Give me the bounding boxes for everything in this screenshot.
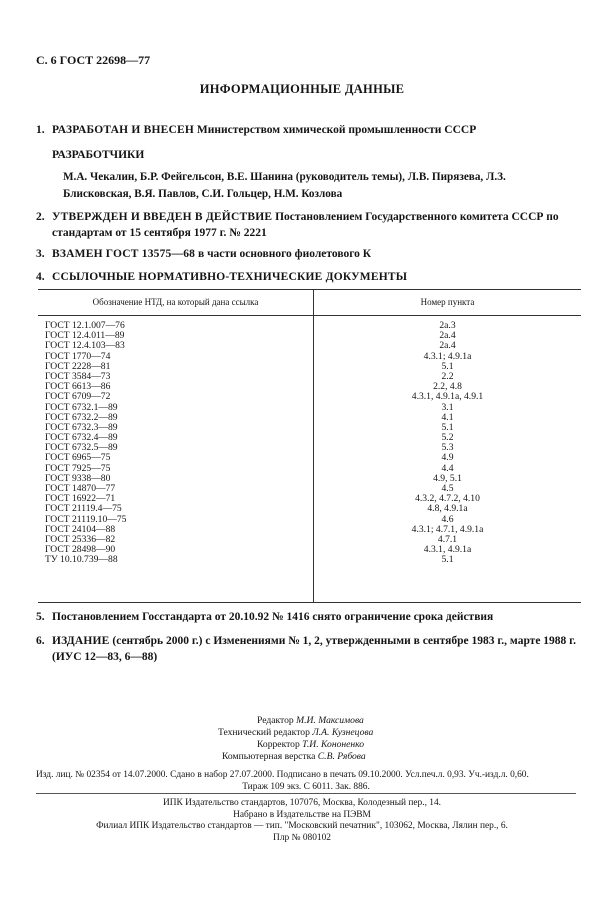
section-6-heading: ИЗДАНИЕ (52, 635, 110, 647)
credit-editor-name: М.И. Максимова (296, 715, 364, 726)
table-cell-document: ГОСТ 24104—88 (45, 523, 116, 535)
table-cell-document: ГОСТ 6732.1—89 (45, 401, 118, 413)
table-cell-document: ГОСТ 6965—75 (45, 452, 111, 464)
table-cell-document: ГОСТ 2228—81 (45, 360, 111, 372)
page-title: ИНФОРМАЦИОННЫЕ ДАННЫЕ (199, 82, 405, 96)
credit-tech-editor (218, 727, 604, 739)
table-cell-document: ГОСТ 6613—86 (45, 381, 111, 393)
table-cell-document: ГОСТ 25336—82 (45, 533, 116, 545)
section-1-text: Министерством химической промышленности СССР (196, 124, 477, 136)
table-cell-clause: 2.2, 4.8 (433, 381, 462, 393)
table-cell-clause: 4.3.1; 4.7.1, 4.9.1а (411, 523, 484, 535)
table-cell-document: ГОСТ 12.1.007—76 (45, 320, 125, 331)
section-3-text: в части основного фиолетового К (197, 248, 372, 260)
table-cell-clause: 5.3 (441, 442, 454, 454)
section-1-heading: РАЗРАБОТАН И ВНЕСЕН (52, 124, 195, 136)
table-cell-document: ГОСТ 6709—72 (45, 391, 111, 403)
publisher-line-1: ИПК Издательство стандартов, 107076, Москва, Колодезный пер., 14. (162, 798, 441, 808)
section-3-heading: ВЗАМЕН ГОСТ 13575—68 (52, 248, 196, 260)
credit-corrector (257, 739, 604, 751)
section-5-text: Постановлением Госстандарта от 20.10.92 № 1416 снято ограничение срока действия (52, 611, 494, 623)
table-row (38, 555, 581, 565)
section-1-number: 1. (36, 124, 45, 136)
developers-names: М.А. Чекалин, Б.Р. Фейгельсон, В.Е. Шанина (руководитель темы), Л.В. Пирязева, Л.З. Блисковская, В.Я. Павлов, С.И. Гольцер, Н.М. Козлова (63, 171, 506, 200)
table-cell-document: ГОСТ 9338—80 (45, 472, 111, 484)
table-cell-document: ГОСТ 12.4.103—83 (45, 340, 125, 352)
section-5-number: 5. (36, 611, 45, 623)
table-row (38, 474, 581, 484)
table-cell-document: ГОСТ 6732.3—89 (45, 421, 118, 433)
table-cell-clause: 4.8, 4.9.1а (427, 503, 468, 515)
publisher-info (0, 798, 604, 844)
table-cell-document: ГОСТ 14870—77 (45, 483, 116, 494)
table-row (38, 403, 581, 413)
imprint-line-2: Тираж 109 экз. С 6011. Зак. 886. (242, 782, 370, 792)
section-2-heading: УТВЕРЖДЕН И ВВЕДЕН В ДЕЙСТВИЕ (52, 211, 273, 223)
table-cell-clause: 4.3.1; 4.9.1а (423, 350, 472, 362)
publisher-line-4: Плр № 080102 (273, 832, 331, 843)
table-header-clause: Номер пункта (420, 297, 475, 307)
table-header-rule (38, 315, 581, 316)
table-row (38, 382, 581, 392)
section-2 (36, 209, 576, 241)
table-cell-document: ГОСТ 6732.5—89 (45, 442, 118, 454)
section-3-number: 3. (36, 248, 45, 260)
table-cell-clause: 4.3.1, 4.9.1а (423, 544, 472, 556)
table-row (38, 362, 581, 372)
credit-corrector-name: Т.И. Кононенко (302, 739, 365, 750)
imprint-rule (36, 793, 576, 794)
section-6-number: 6. (36, 635, 45, 647)
credit-editor (257, 715, 604, 727)
table-row (38, 372, 581, 382)
section-4-number: 4. (36, 271, 45, 283)
section-3 (36, 246, 576, 262)
table-row (38, 545, 581, 555)
credit-layout (222, 751, 604, 763)
table-cell-document: ГОСТ 6732.4—89 (45, 432, 118, 444)
table-cell-clause: 5.2 (441, 432, 454, 444)
page-header: С. 6 ГОСТ 22698—77 (36, 53, 151, 67)
credit-layout-name: С.В. Рябова (317, 751, 366, 762)
table-cell-clause: 4.6 (441, 513, 454, 525)
table-row (38, 433, 581, 443)
table-cell-document: ГОСТ 21119.4—75 (45, 503, 122, 515)
table-cell-document: ГОСТ 7925—75 (45, 462, 111, 474)
table-cell-clause: 4.3.1, 4.9.1а, 4.9.1 (411, 391, 484, 403)
section-2-number: 2. (36, 211, 45, 223)
table-cell-clause: 4.3.2, 4.7.2, 4.10 (415, 493, 480, 505)
table-cell-clause: 3.1 (441, 401, 454, 413)
table-header-document: Обозначение НТД, на который дана ссылка (92, 297, 259, 307)
table-cell-clause: 4.9, 5.1 (433, 472, 462, 484)
section-2-text: Постановлением Государственного комитета СССР по стандартам от 15 сентября 1977 г. № 2221 (52, 211, 559, 239)
table-row (38, 413, 581, 423)
publisher-line-2: Набрано в Издательстве на ПЭВМ (233, 809, 371, 820)
table-cell-document: ГОСТ 28498—90 (45, 544, 116, 556)
table-row (38, 443, 581, 453)
table-cell-document: ГОСТ 16922—71 (45, 493, 116, 505)
section-4 (36, 269, 576, 285)
publisher-line-3: Филиал ИПК Издательство стандартов — тип. "Московский печатник", 103062, Москва, Лялин пер., 6. (96, 821, 508, 831)
table-cell-clause: 2а.3 (439, 320, 456, 331)
table-cell-document: ТУ 10.10.739—88 (45, 554, 118, 566)
table-cell-clause: 4.5 (441, 483, 454, 494)
imprint (36, 769, 576, 793)
table-cell-clause: 5.1 (441, 554, 454, 566)
table-cell-clause: 4.1 (441, 411, 454, 423)
developers-heading: РАЗРАБОТЧИКИ (52, 149, 145, 161)
table-row (38, 484, 581, 494)
section-6 (36, 633, 576, 665)
credit-tech-label: Технический редактор (218, 727, 310, 738)
references-table (38, 289, 581, 603)
table-row (38, 515, 581, 525)
imprint-line-1: Изд. лиц. № 02354 от 14.07.2000. Сдано в набор 27.07.2000. Подписано в печать 09.10.2000. Усл.печ.л. 0,93. Уч.-изд.л. 0,60. (36, 770, 529, 780)
credit-tech-name: Л.А. Кузнецова (312, 727, 374, 738)
table-row (38, 352, 581, 362)
section-1 (36, 122, 576, 138)
credit-editor-label: Редактор (257, 715, 294, 726)
table-cell-document: ГОСТ 6732.2—89 (45, 411, 118, 423)
section-6-text: (сентябрь 2000 г.) с Изменениями № 1, 2, утвержденными в сентябре 1983 г., марте 1988 г. (ИУС 12—83, 6—88) (52, 635, 576, 663)
table-cell-document: ГОСТ 1770—74 (45, 350, 111, 362)
table-row (38, 453, 581, 463)
table-row (38, 392, 581, 402)
table-row (38, 525, 581, 535)
table-cell-document: ГОСТ 3584—73 (45, 370, 111, 382)
table-cell-clause: 4.4 (441, 462, 454, 474)
table-row (38, 535, 581, 545)
credit-corrector-label: Корректор (257, 739, 300, 750)
section-5 (36, 609, 576, 625)
table-cell-clause: 4.7.1 (437, 533, 458, 545)
table-body (38, 321, 581, 566)
table-cell-clause: 2а.4 (439, 340, 456, 352)
table-cell-clause: 2а.4 (439, 330, 456, 342)
table-cell-clause: 4.9 (441, 452, 454, 464)
table-cell-clause: 5.1 (441, 421, 454, 433)
table-row (38, 341, 581, 351)
credits (0, 715, 604, 763)
table-cell-clause: 5.1 (441, 360, 454, 372)
table-cell-document: ГОСТ 21119.10—75 (45, 513, 127, 525)
credit-layout-label: Компьютерная верстка (222, 751, 316, 762)
table-cell-document: ГОСТ 12.4.011—89 (45, 330, 125, 342)
table-cell-clause: 2.2 (441, 370, 454, 382)
table-row (38, 464, 581, 474)
section-4-heading: ССЫЛОЧНЫЕ НОРМАТИВНО-ТЕХНИЧЕСКИЕ ДОКУМЕНТЫ (52, 271, 408, 283)
table-row (38, 423, 581, 433)
